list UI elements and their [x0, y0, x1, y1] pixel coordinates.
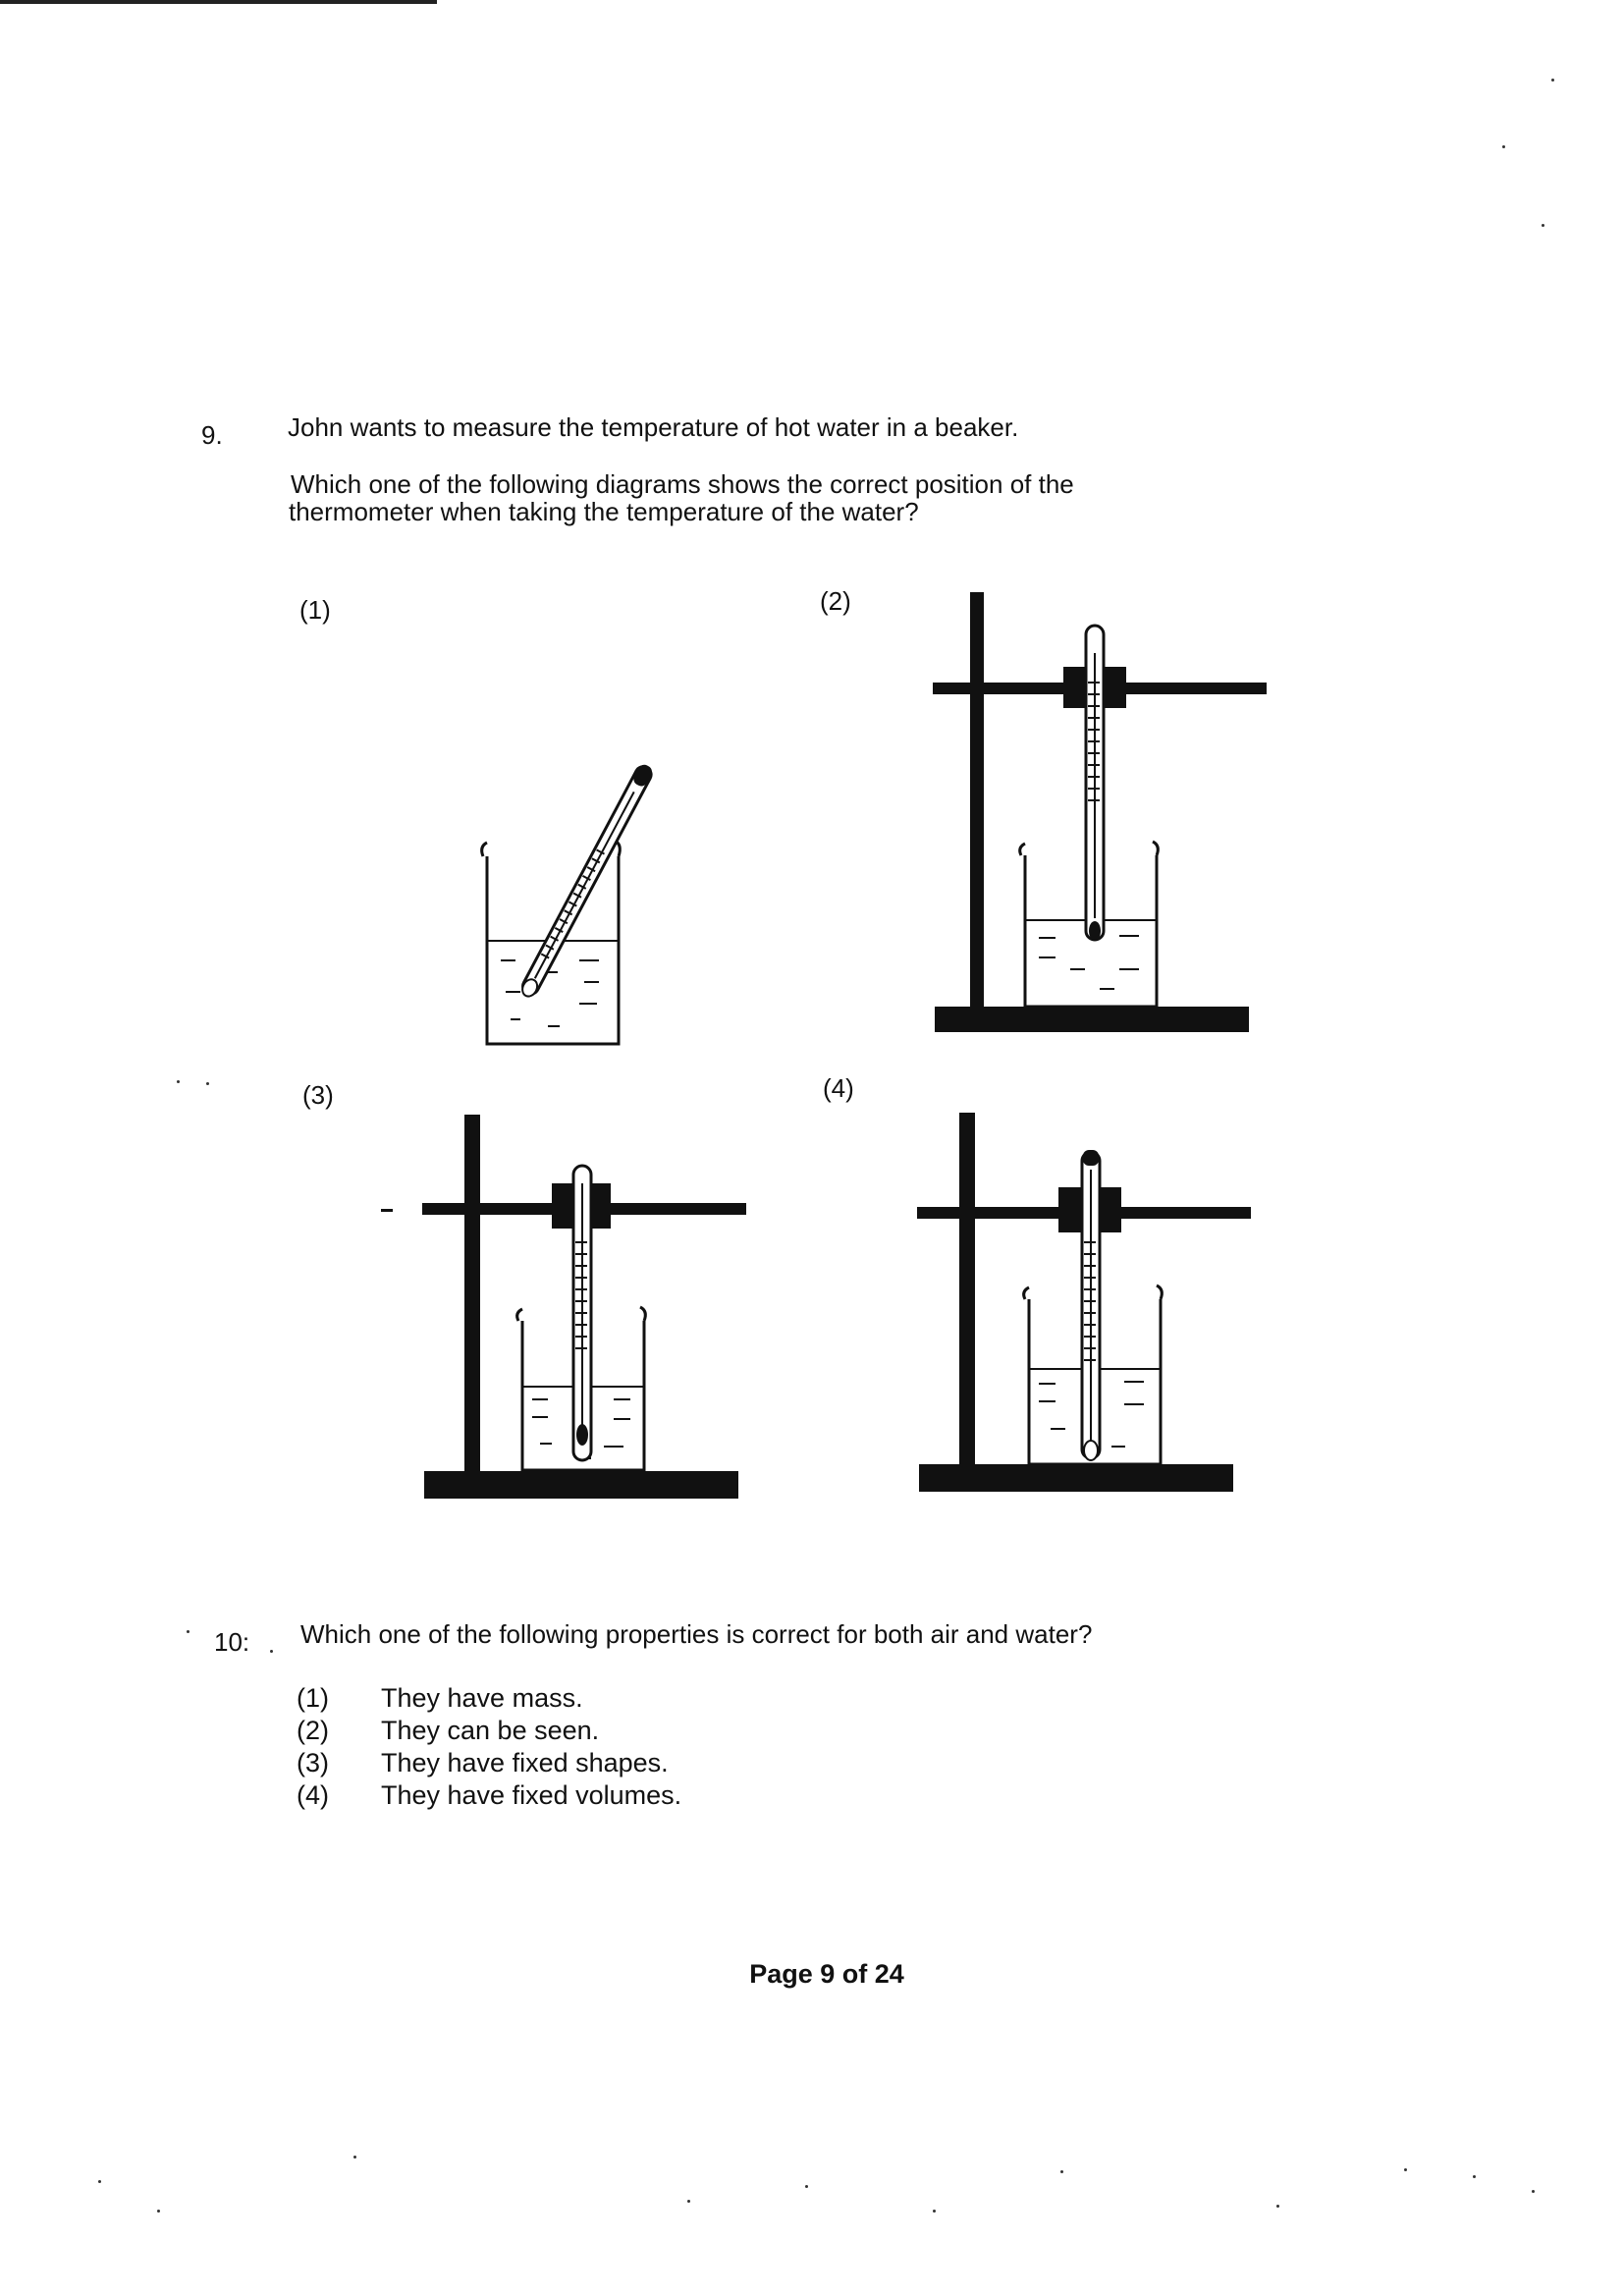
q9-option-1-label: (1) [299, 595, 331, 625]
q10-option-3 [297, 1747, 681, 1779]
stand-rod [970, 592, 984, 1014]
option-label: (2) [297, 1716, 329, 1745]
top-rule [0, 0, 437, 4]
page-number: Page 9 of 24 [749, 1959, 904, 1989]
question-9-number: 9. [201, 420, 223, 450]
q9-option-4-label: (4) [823, 1073, 854, 1103]
question-10-number: 10: [214, 1627, 250, 1657]
q10-option-4 [297, 1779, 681, 1812]
option-text: They have fixed shapes. [381, 1748, 669, 1777]
water-dashes [1039, 936, 1139, 989]
diagram-1 [461, 737, 677, 1061]
question-10-options [297, 1682, 681, 1812]
diagram-3 [373, 1105, 756, 1517]
option-label: (1) [297, 1683, 329, 1713]
option-label: (3) [297, 1748, 329, 1777]
page-footer [0, 1959, 1624, 1990]
question-9-prompt-line1: Which one of the following diagrams shows the correct position of the [291, 469, 1074, 499]
thermometer [1086, 626, 1104, 941]
q10-option-1 [297, 1682, 681, 1715]
diagram-4 [903, 1105, 1276, 1517]
thermometer [573, 1166, 591, 1460]
thermometer [518, 762, 655, 999]
option-label: (4) [297, 1780, 329, 1810]
option-text: They can be seen. [381, 1716, 600, 1745]
thermometer [1082, 1150, 1100, 1460]
q10-option-2 [297, 1715, 681, 1747]
stand-rod [959, 1113, 975, 1472]
question-9-prompt-line2: thermometer when taking the temperature of the water? [289, 497, 919, 526]
diagram-2 [923, 584, 1267, 1046]
stand-rod [464, 1115, 480, 1478]
question-10-text: Which one of the following properties is correct for both air and water? [300, 1619, 1093, 1649]
q9-option-3-label: (3) [302, 1080, 334, 1110]
option-text: They have fixed volumes. [381, 1780, 682, 1810]
q9-option-2-label: (2) [820, 586, 851, 616]
option-text: They have mass. [381, 1683, 583, 1713]
water-dashes [501, 960, 599, 1026]
question-9-stem: John wants to measure the temperature of hot water in a beaker. [288, 412, 1019, 442]
